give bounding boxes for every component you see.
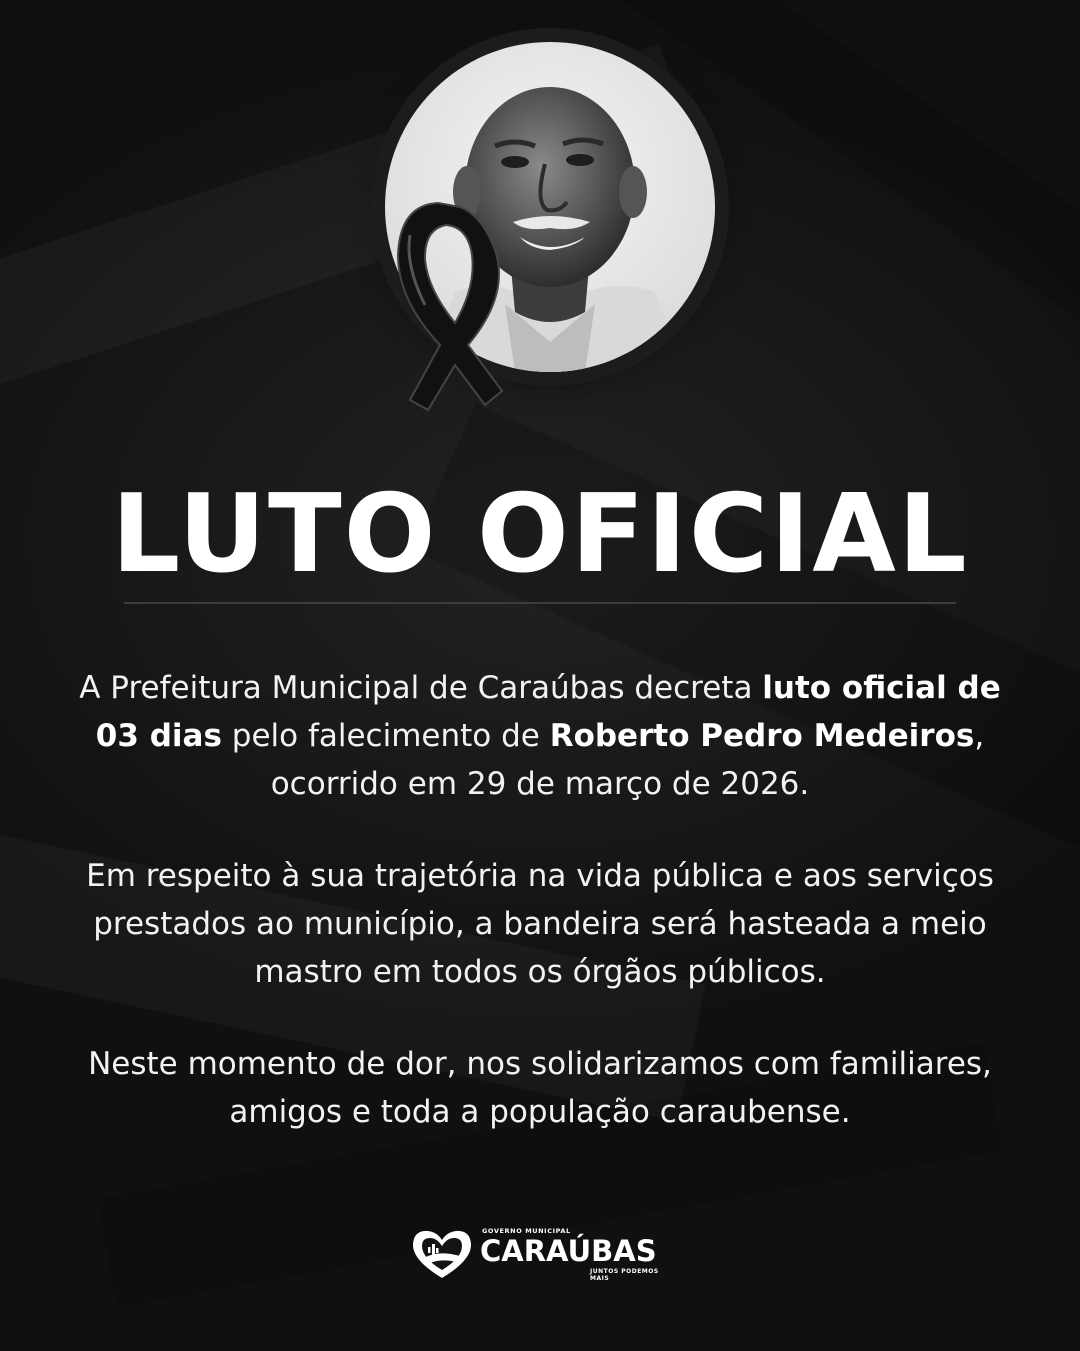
- paragraph-text: pelo falecimento de: [221, 718, 550, 754]
- flag-paragraph: Em respeito à sua trajetória na vida pública e aos serviços prestados ao município, a bandeira será hasteada a meio mastro em todos os órgãos públicos.: [86, 858, 994, 990]
- condolence-paragraph: Neste momento de dor, nos solidarizamos com familiares, amigos e toda a população caraubense.: [88, 1046, 992, 1130]
- municipal-logo: [410, 1224, 680, 1284]
- logo-name: CARAÚBAS: [480, 1234, 657, 1268]
- announcement-paragraph: [70, 664, 1010, 808]
- logo-top-text: GOVERNO MUNICIPAL: [482, 1227, 571, 1235]
- paragraph-text: , ocorrido em 29 de março de 2026.: [270, 718, 985, 802]
- deceased-name: Roberto Pedro Medeiros: [549, 718, 975, 754]
- paragraph-text: A Prefeitura Municipal de Caraúbas decreta: [79, 670, 763, 706]
- logo-slogan: JUNTOS PODEMOS MAIS: [590, 1268, 659, 1282]
- mourning-ribbon-icon: [380, 195, 530, 415]
- mourning-duration: luto oficial de 03 dias: [95, 670, 1001, 754]
- page-title: LUTO OFICIAL: [111, 472, 969, 597]
- divider: [124, 602, 956, 604]
- heart-landscape-icon: [410, 1228, 474, 1280]
